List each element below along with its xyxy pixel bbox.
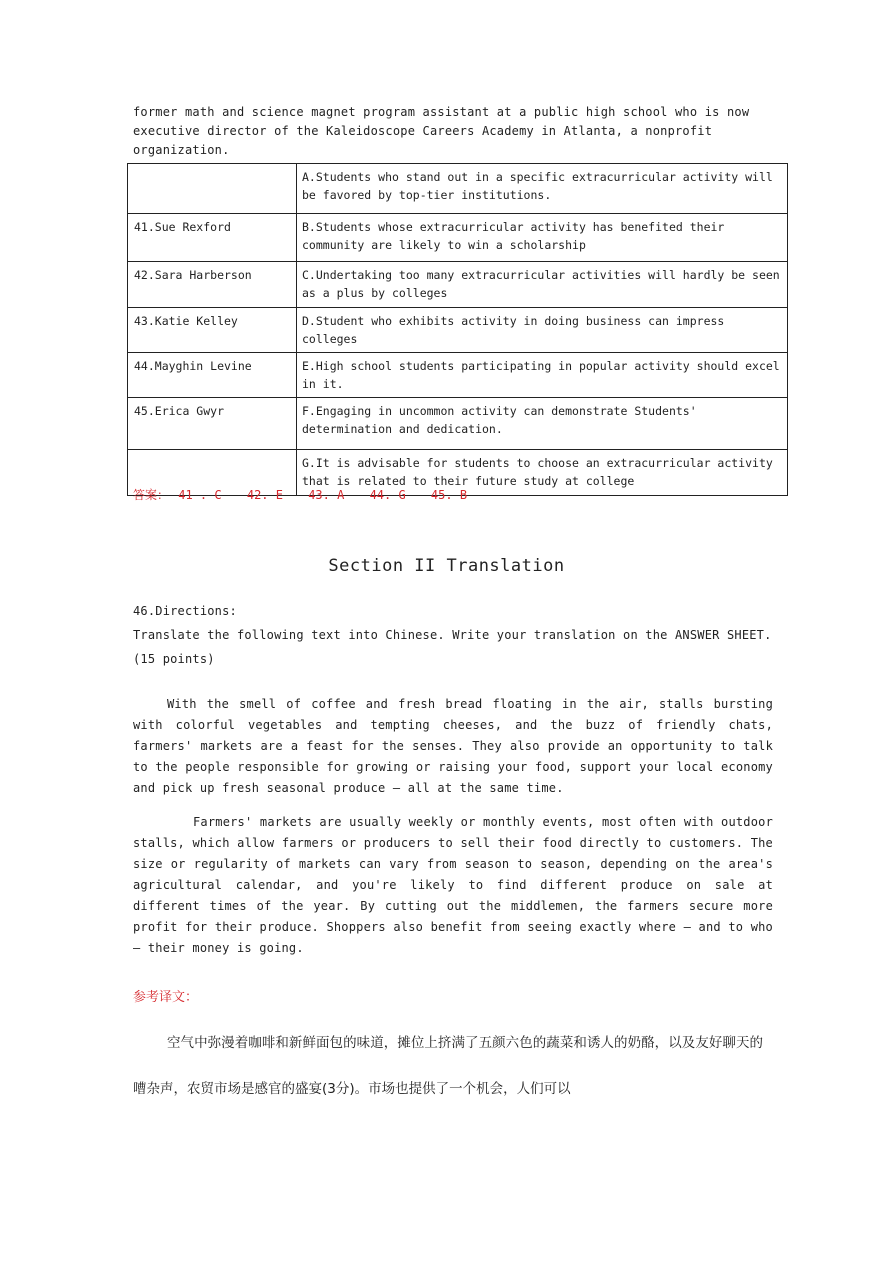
name-cell: 43.Katie Kelley xyxy=(128,308,297,353)
answer-item: 43. A xyxy=(308,488,345,502)
answer-item: 44. G xyxy=(369,488,406,502)
answer-item: 45. B xyxy=(430,488,468,502)
name-cell: 44.Mayghin Levine xyxy=(128,353,297,398)
matching-table xyxy=(127,163,788,496)
table-row xyxy=(128,262,788,308)
option-cell: A.Students who stand out in a specific extracurricular activity will be favored by top-tier institutions. xyxy=(297,164,788,214)
answer-key xyxy=(133,486,469,503)
name-cell: 45.Erica Gwyr xyxy=(128,398,297,450)
intro-paragraph: former math and science magnet program assistant at a public high school who is now executive director of the Kaleidoscope Careers Academy in Atlanta, a nonprofit organization. xyxy=(133,105,750,157)
table-row xyxy=(128,398,788,450)
option-cell: C.Undertaking too many extracurricular activities will hardly be seen as a plus by colleges xyxy=(297,262,788,308)
option-cell: E.High school students participating in popular activity should excel in it. xyxy=(297,353,788,398)
answer-label: 答案： xyxy=(133,488,170,502)
directions-block xyxy=(133,599,773,671)
passage-paragraph-1: With the smell of coffee and fresh bread floating in the air, stalls bursting with colorful vegetables and tempting cheeses, and the buzz of friendly chats, farmers' markets are a feast for the senses. They also provide an opportunity to talk to the people responsible for growing or raising your food, support your local economy and pick up fresh seasonal produce — all at the same time. xyxy=(133,697,773,795)
directions-number: 46.Directions: xyxy=(133,604,237,618)
reference-translation-label: 参考译文： xyxy=(133,990,199,1005)
table-row xyxy=(128,214,788,262)
section-heading: Section II Translation xyxy=(328,556,565,576)
reference-translation-text: 空气中弥漫着咖啡和新鲜面包的味道，摊位上挤满了五颜六色的蔬菜和诱人的奶酪，以及友好聊天的嘈杂声，农贸市场是感官的盛宴(3分)。市场也提供了一个机会，人们可以 xyxy=(133,1035,763,1097)
option-cell: B.Students whose extracurricular activity has benefited their community are likely to win a scholarship xyxy=(297,214,788,262)
answer-item: 41 . C xyxy=(178,488,222,502)
answer-item: 42. E xyxy=(246,488,283,502)
option-cell: G.It is advisable for students to choose an extracurricular activity that is related to their future study at college xyxy=(297,450,788,496)
option-cell: F.Engaging in uncommon activity can demonstrate Students' determination and dedication. xyxy=(297,398,788,450)
name-cell: 42.Sara Harberson xyxy=(128,262,297,308)
table-row xyxy=(128,164,788,214)
name-cell xyxy=(128,164,297,214)
table-row xyxy=(128,353,788,398)
table-row xyxy=(128,308,788,353)
option-cell: D.Student who exhibits activity in doing business can impress colleges xyxy=(297,308,788,353)
directions-text: Translate the following text into Chinese. Write your translation on the ANSWER SHEET. (15 points) xyxy=(133,628,772,666)
passage-paragraph-2: Farmers' markets are usually weekly or monthly events, most often with outdoor stalls, which allow farmers or producers to sell their food directly to customers. The size or regularity of markets can vary from season to season, depending on the area's agricultural calendar, and you're likely to find different produce on sale at different times of the year. By cutting out the middlemen, the farmers secure more profit for their produce. Shoppers also benefit from seeing exactly where — and to who — their money is going. xyxy=(133,815,773,955)
name-cell: 41.Sue Rexford xyxy=(128,214,297,262)
